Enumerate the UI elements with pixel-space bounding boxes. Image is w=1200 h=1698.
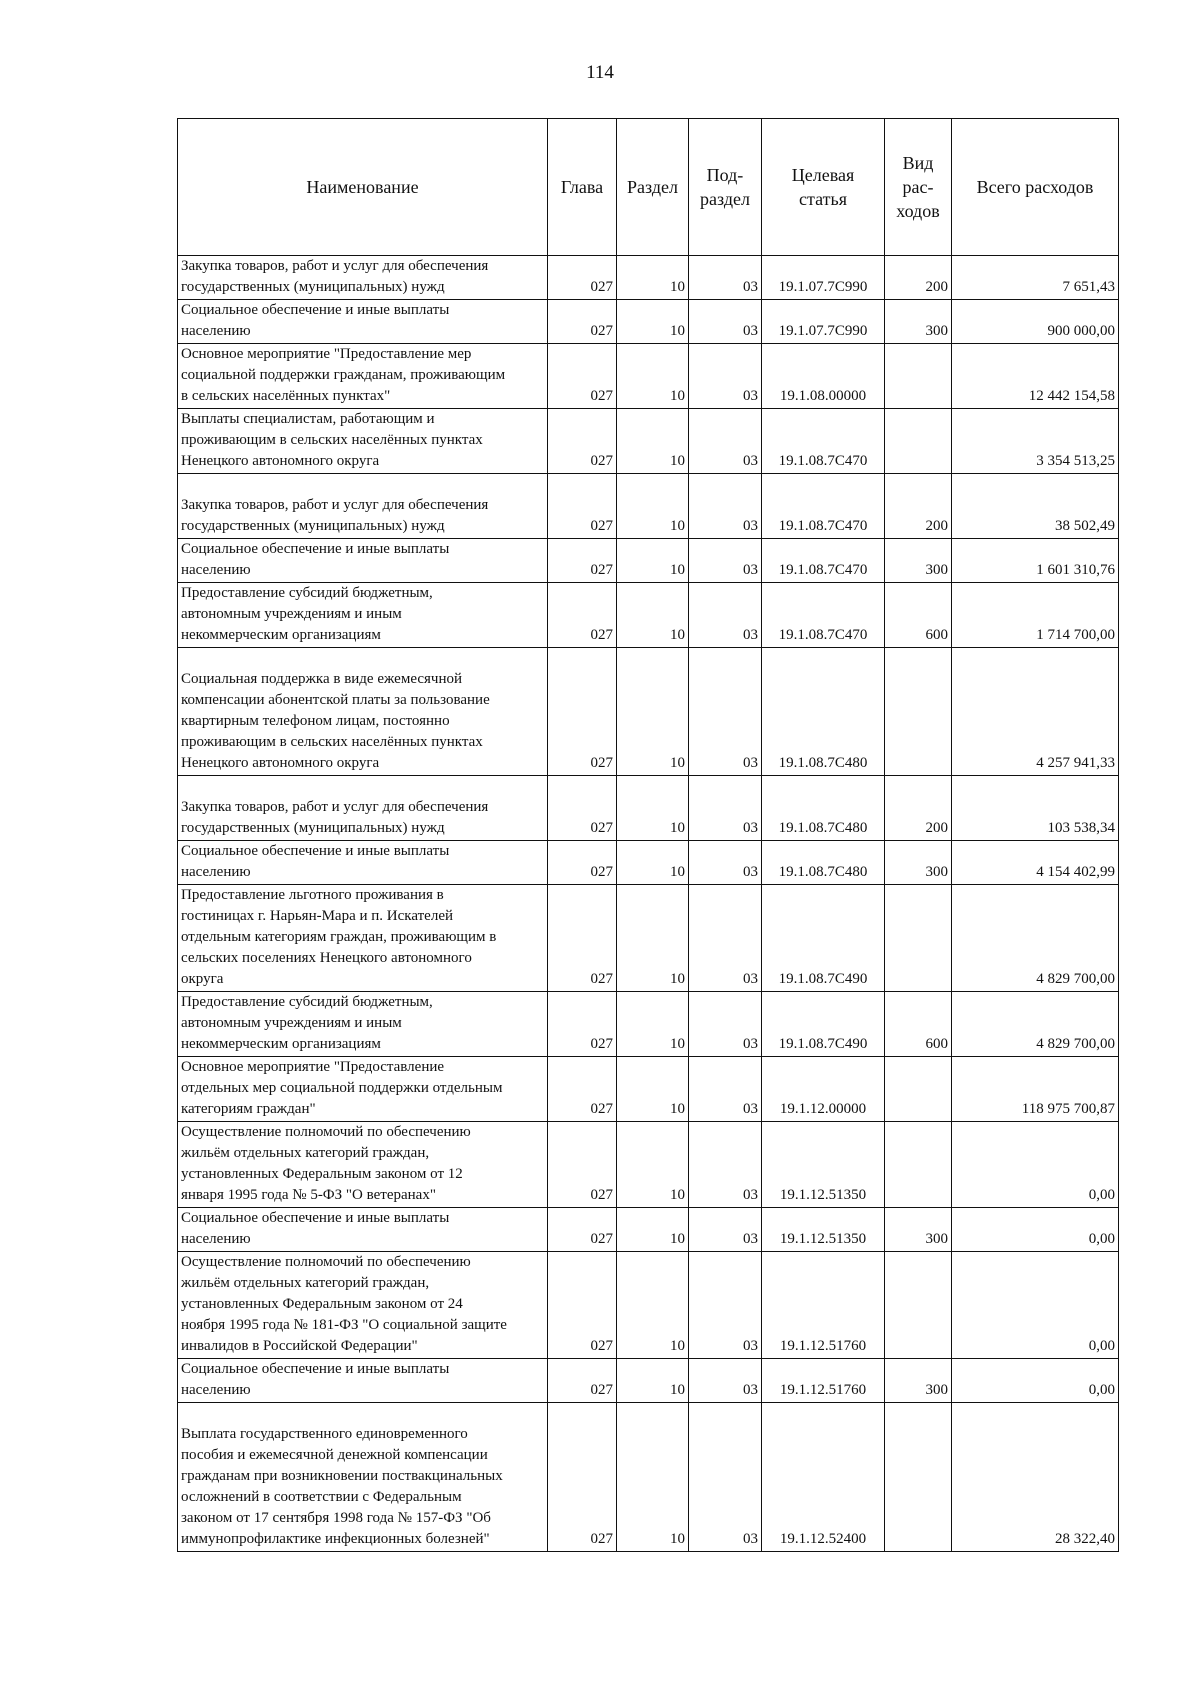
budget-table [177,118,1119,1552]
cell-section: 10 [617,539,689,583]
cell-section: 10 [617,256,689,300]
cell-total: 7 651,43 [952,256,1119,300]
header-subsection: Под- раздел [689,119,762,256]
cell-target: 19.1.12.52400 [762,1403,885,1552]
table-row [178,300,1119,344]
cell-name: Осуществление полномочий по обеспечению жильём отдельных категорий граждан, установленных Федеральным законом от 12 января 1995 года № 5-ФЗ "О ветеранах" [178,1122,548,1208]
cell-section: 10 [617,992,689,1057]
cell-name: Закупка товаров, работ и услуг для обеспечения государственных (муниципальных) нужд [178,474,548,539]
cell-chapter: 027 [548,992,617,1057]
cell-target: 19.1.08.7C480 [762,776,885,841]
cell-kind: 300 [885,539,952,583]
cell-subsection: 03 [689,885,762,992]
table-row [178,539,1119,583]
cell-target: 19.1.12.00000 [762,1057,885,1122]
table-row [178,474,1119,539]
table-row [178,992,1119,1057]
cell-total: 3 354 513,25 [952,409,1119,474]
table-row [178,776,1119,841]
cell-target: 19.1.12.51760 [762,1252,885,1359]
cell-total: 103 538,34 [952,776,1119,841]
cell-subsection: 03 [689,300,762,344]
table-row [178,1208,1119,1252]
table-row [178,256,1119,300]
cell-subsection: 03 [689,992,762,1057]
cell-kind: 600 [885,992,952,1057]
cell-name: Социальное обеспечение и иные выплаты населению [178,1208,548,1252]
cell-total: 0,00 [952,1208,1119,1252]
cell-target: 19.1.08.7C470 [762,583,885,648]
table-row [178,841,1119,885]
cell-kind [885,1403,952,1552]
cell-section: 10 [617,1208,689,1252]
cell-kind: 300 [885,300,952,344]
cell-name: Основное мероприятие "Предоставление отдельных мер социальной поддержки отдельным категориям граждан" [178,1057,548,1122]
table-row [178,344,1119,409]
cell-section: 10 [617,583,689,648]
cell-name: Предоставление субсидий бюджетным, автономным учреждениям и иным некоммерческим организациям [178,992,548,1057]
cell-chapter: 027 [548,841,617,885]
cell-kind [885,648,952,776]
cell-target: 19.1.08.7C480 [762,648,885,776]
header-chapter: Глава [548,119,617,256]
cell-kind: 200 [885,776,952,841]
cell-total: 4 829 700,00 [952,992,1119,1057]
cell-target: 19.1.08.00000 [762,344,885,409]
cell-total: 0,00 [952,1359,1119,1403]
cell-section: 10 [617,344,689,409]
cell-total: 4 829 700,00 [952,885,1119,992]
cell-chapter: 027 [548,344,617,409]
cell-subsection: 03 [689,1057,762,1122]
header-name: Наименование [178,119,548,256]
cell-kind: 200 [885,474,952,539]
cell-kind [885,1252,952,1359]
cell-subsection: 03 [689,474,762,539]
cell-chapter: 027 [548,1122,617,1208]
cell-target: 19.1.07.7C990 [762,300,885,344]
cell-total: 12 442 154,58 [952,344,1119,409]
cell-total: 4 257 941,33 [952,648,1119,776]
cell-name: Социальное обеспечение и иные выплаты населению [178,539,548,583]
header-target: Целевая статья [762,119,885,256]
cell-target: 19.1.12.51350 [762,1208,885,1252]
cell-section: 10 [617,1252,689,1359]
cell-name: Основное мероприятие "Предоставление мер социальной поддержки гражданам, проживающим в сельских населённых пунктах" [178,344,548,409]
cell-kind: 300 [885,1208,952,1252]
cell-section: 10 [617,885,689,992]
table-row [178,885,1119,992]
cell-subsection: 03 [689,1208,762,1252]
cell-total: 0,00 [952,1252,1119,1359]
cell-target: 19.1.12.51350 [762,1122,885,1208]
cell-chapter: 027 [548,583,617,648]
table-row [178,1359,1119,1403]
cell-name: Социальное обеспечение и иные выплаты населению [178,1359,548,1403]
cell-subsection: 03 [689,776,762,841]
cell-total: 1 714 700,00 [952,583,1119,648]
table-row [178,648,1119,776]
table-row [178,1252,1119,1359]
cell-total: 1 601 310,76 [952,539,1119,583]
table-row [178,1057,1119,1122]
cell-chapter: 027 [548,885,617,992]
cell-target: 19.1.08.7C480 [762,841,885,885]
cell-name: Выплата государственного единовременного пособия и ежемесячной денежной компенсации гражданам при возникновении поствакцинальных осложнений в соответствии с Федеральным законом от 17 сентября 1998 года № 157-ФЗ "Об иммунопрофилактике инфекционных болезней" [178,1403,548,1552]
header-row [178,119,1119,256]
table-row [178,1122,1119,1208]
table-row [178,409,1119,474]
cell-total: 28 322,40 [952,1403,1119,1552]
cell-chapter: 027 [548,474,617,539]
cell-kind: 200 [885,256,952,300]
cell-name: Закупка товаров, работ и услуг для обеспечения государственных (муниципальных) нужд [178,776,548,841]
cell-subsection: 03 [689,583,762,648]
cell-target: 19.1.12.51760 [762,1359,885,1403]
cell-target: 19.1.07.7C990 [762,256,885,300]
cell-section: 10 [617,300,689,344]
cell-section: 10 [617,776,689,841]
cell-section: 10 [617,841,689,885]
table-row [178,1403,1119,1552]
cell-kind: 300 [885,1359,952,1403]
cell-name: Социальное обеспечение и иные выплаты населению [178,841,548,885]
cell-chapter: 027 [548,1252,617,1359]
cell-name: Предоставление льготного проживания в гостиницах г. Нарьян-Мара и п. Искателей отдельным категориям граждан, проживающим в сельских поселениях Ненецкого автономного округа [178,885,548,992]
cell-total: 0,00 [952,1122,1119,1208]
cell-subsection: 03 [689,539,762,583]
cell-chapter: 027 [548,776,617,841]
header-kind: Вид рас- ходов [885,119,952,256]
header-total: Всего расходов [952,119,1119,256]
cell-name: Осуществление полномочий по обеспечению жильём отдельных категорий граждан, установленных Федеральным законом от 24 ноября 1995 года № 181-ФЗ "О социальной защите инвалидов в Российской Федерации" [178,1252,548,1359]
cell-subsection: 03 [689,344,762,409]
cell-kind [885,1122,952,1208]
cell-name: Социальная поддержка в виде ежемесячной компенсации абонентской платы за пользование квартирным телефоном лицам, постоянно проживающим в сельских населённых пунктах Ненецкого автономного округа [178,648,548,776]
cell-chapter: 027 [548,539,617,583]
cell-name: Социальное обеспечение и иные выплаты населению [178,300,548,344]
cell-chapter: 027 [548,256,617,300]
cell-name: Закупка товаров, работ и услуг для обеспечения государственных (муниципальных) нужд [178,256,548,300]
cell-subsection: 03 [689,648,762,776]
cell-name: Предоставление субсидий бюджетным, автономным учреждениям и иным некоммерческим организациям [178,583,548,648]
cell-chapter: 027 [548,1403,617,1552]
cell-chapter: 027 [548,409,617,474]
cell-target: 19.1.08.7C470 [762,539,885,583]
cell-kind [885,409,952,474]
cell-subsection: 03 [689,841,762,885]
cell-kind [885,1057,952,1122]
cell-name: Выплаты специалистам, работающим и проживающим в сельских населённых пунктах Ненецкого автономного округа [178,409,548,474]
cell-section: 10 [617,1057,689,1122]
cell-chapter: 027 [548,1057,617,1122]
cell-total: 118 975 700,87 [952,1057,1119,1122]
cell-target: 19.1.08.7C470 [762,409,885,474]
cell-target: 19.1.08.7C490 [762,992,885,1057]
cell-subsection: 03 [689,256,762,300]
cell-total: 38 502,49 [952,474,1119,539]
cell-section: 10 [617,1359,689,1403]
table-row [178,583,1119,648]
cell-subsection: 03 [689,1252,762,1359]
table-body [178,256,1119,1552]
cell-subsection: 03 [689,1359,762,1403]
cell-section: 10 [617,1122,689,1208]
cell-target: 19.1.08.7C470 [762,474,885,539]
cell-chapter: 027 [548,1208,617,1252]
cell-kind: 300 [885,841,952,885]
cell-section: 10 [617,648,689,776]
cell-section: 10 [617,474,689,539]
cell-kind: 600 [885,583,952,648]
cell-section: 10 [617,409,689,474]
cell-target: 19.1.08.7C490 [762,885,885,992]
cell-section: 10 [617,1403,689,1552]
page-number: 114 [586,62,614,83]
cell-chapter: 027 [548,1359,617,1403]
cell-total: 4 154 402,99 [952,841,1119,885]
cell-kind [885,885,952,992]
header-section: Раздел [617,119,689,256]
cell-total: 900 000,00 [952,300,1119,344]
cell-chapter: 027 [548,300,617,344]
cell-subsection: 03 [689,1403,762,1552]
cell-subsection: 03 [689,409,762,474]
cell-chapter: 027 [548,648,617,776]
cell-subsection: 03 [689,1122,762,1208]
cell-kind [885,344,952,409]
